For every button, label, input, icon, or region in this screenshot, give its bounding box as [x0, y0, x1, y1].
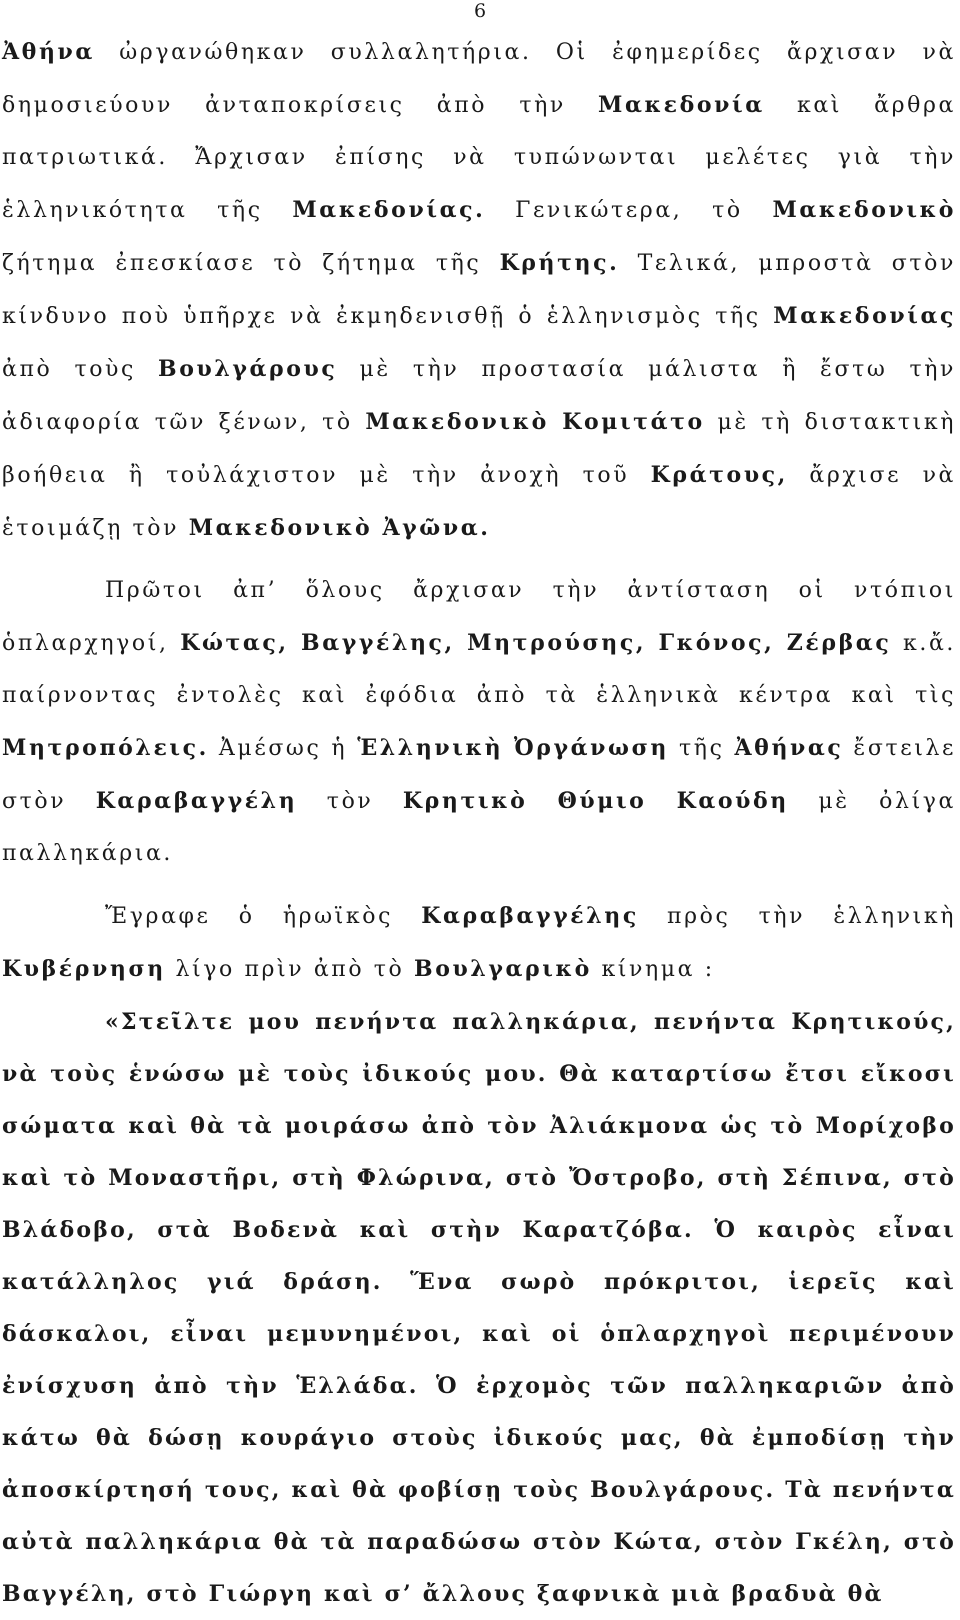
bold-text-run: Μακεδονικὸ [772, 197, 957, 223]
bold-text-run: Βουλγαρικὸ [414, 956, 592, 982]
text-run: λίγο πρὶν ἀπὸ τὸ [165, 957, 414, 982]
bold-text-run: Μητροπόλεις. [2, 735, 209, 761]
bold-text-run: Καραβαγγέλη [95, 788, 298, 814]
text-run: κ.ἄ. παίρνοντας ἐντολὲς καὶ ἐφόδια ἀπὸ τὰ ἑλληνικὰ κέντρα καὶ τὶς [2, 631, 956, 708]
text-run: Πρῶτοι ἀπ’ ὅλους ἄρχισαν τὴν ἀντίσταση οἱ ντόπιοι ὁπλαρχηγοί, [2, 578, 956, 656]
paragraph-1 [2, 26, 956, 555]
bold-text-run: Ἀθήνα [2, 39, 95, 65]
bold-text-run: Ἀθήνας [734, 735, 844, 761]
bold-text-run: Μακεδονικὸ Ἀγῶνα. [188, 515, 491, 541]
paragraph-3 [2, 890, 956, 996]
bold-text-run: Μακεδονίας [773, 303, 956, 329]
bold-text-run: «Στεῖλτε μου πενήντα παλληκάρια, πενήντα Κρητικούς, νὰ τοὺς ἑνώσω μὲ τοὺς ἰδικούς μου. Θὰ καταρτίσω ἔτσι εἴκοσι σώματα καὶ θὰ τὰ μοιράσω ἀπὸ τὸν Ἀλιάκμονα ὡς τὸ Μορίχοβο καὶ τὸ Μοναστῆρι, στὴ Φλώρινα, στὸ Ὄστροβο, στὴ Σέπινα, στὸ Βλάδοβο, στὰ Βοδενὰ καὶ στὴν Καρατζόβα. Ὁ καιρὸς εἶναι κατάλληλος γιά δράση. Ἕνα σωρὸ πρόκριτοι, ἱερεῖς καὶ δάσκαλοι, εἶναι μεμυνημένοι, καὶ οἱ ὁπλαρχηγοὶ περιμένουν ἐνίσχυση ἀπὸ τὴν Ἑλλάδα. Ὁ ἐρχομὸς τῶν παλληκαριῶν ἀπὸ κάτω θὰ δώσῃ κουράγιο στοὺς ἰδικούς μας, θὰ ἐμποδίσῃ τὴν ἀποσκίρτησή τους, καὶ θὰ φοβίσῃ τοὺς Βουλγάρους. Τὰ πενήντα αὐτὰ παλληκάρια θὰ τὰ παραδώσω στὸν Κώτα, στὸν Γκέλη, στὸ Βαγγέλη, στὸ Γιώργη καὶ σ’ ἄλλους ξαφνικὰ μιὰ βραδυὰ θὰ [2, 1009, 956, 1607]
text-run: καὶ ἄρθρα πατριωτικά. Ἄρχισαν ἐπίσης νὰ τυπώνωνται μελέτες γιὰ τὴν ἑλληνικότητα τῆς [2, 93, 957, 223]
text-run: Ἔγραφε ὁ ἡρωϊκὸς [105, 904, 422, 929]
text-run: ἄρχισε νὰ ἑτοιμάζῃ τὸν [2, 463, 956, 541]
bold-text-run: Καραβαγγέλης [421, 903, 639, 929]
quoted-letter [2, 996, 956, 1620]
text-run: μὲ τὴν προστασία μάλιστα ἢ ἔστω τὴν ἀδιαφορία τῶν ξένων, τὸ [2, 357, 956, 435]
text-run: τῆς [669, 736, 735, 761]
text-run: Γενικώτερα, τὸ [485, 198, 773, 223]
text-run: Τελικά, μπροστὰ στὸν κίνδυνο ποὺ ὑπῆρχε νὰ ἐκμηδενισθῇ ὁ ἑλληνισμὸς τῆς [2, 251, 956, 329]
bold-text-run: Κρήτης. [499, 250, 620, 276]
text-run: ὠργανώθηκαν συλλαλητήρια. Οἱ ἐφημερίδες ἄρχισαν νὰ δημοσιεύουν ἀνταποκρίσεις ἀπὸ τὴν [2, 40, 956, 118]
paragraph-2 [2, 565, 956, 880]
bold-text-run: Κώτας, Βαγγέλης, Μητρούσης, Γκόνος, Ζέρβας [180, 630, 892, 656]
body-text [2, 26, 956, 1620]
text-run: τὸν [297, 789, 403, 814]
text-run: πρὸς τὴν ἑλληνικὴ [638, 904, 956, 929]
bold-text-run: Κρητικὸ Θύμιο Καούδη [402, 788, 789, 814]
text-run: μὲ ὀλίγα παλληκάρια. [2, 789, 957, 866]
bold-text-run: Μακεδονία [598, 92, 765, 118]
text-run: ζήτημα ἐπεσκίασε τὸ ζήτημα τῆς [2, 251, 500, 276]
text-run: Ἀμέσως ἡ [208, 736, 358, 761]
bold-text-run: Κυβέρνηση [2, 956, 166, 982]
bold-text-run: Μακεδονικὸ Κομιτάτο [365, 409, 705, 435]
text-run: κίνημα : [591, 957, 715, 982]
text-run: ἔστειλε στὸν [2, 736, 956, 814]
bold-text-run: Ἑλληνικὴ Ὀργάνωση [357, 735, 670, 761]
text-run: ἀπὸ τοὺς [2, 357, 159, 382]
text-run: μὲ τὴ διστακτικὴ βοήθεια ἢ τοὐλάχιστον μὲ τὴν ἀνοχὴ τοῦ [2, 410, 956, 488]
bold-text-run: Βουλγάρους [158, 356, 338, 382]
bold-text-run: Μακεδονίας. [292, 197, 486, 223]
page-number: 6 [473, 0, 487, 22]
bold-text-run: Κράτους, [650, 462, 788, 488]
